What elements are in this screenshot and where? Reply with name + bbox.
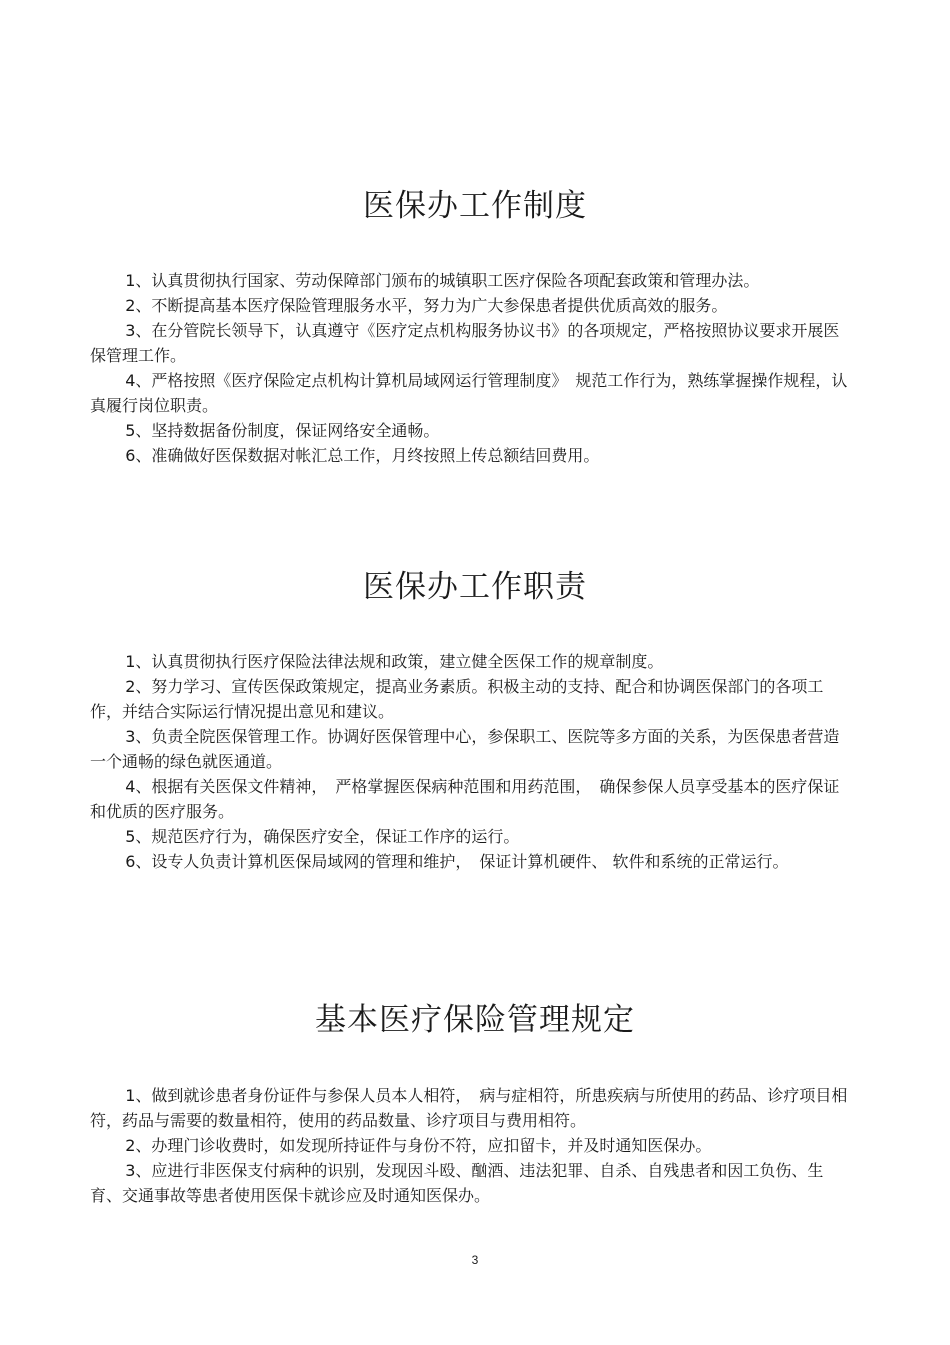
section-title-work-duties: 医保办工作职责 (363, 569, 587, 605)
section-insurance-rules (90, 1083, 850, 1208)
list-item: 5、坚持数据备份制度，保证网络安全通畅。 (125, 421, 440, 440)
section-title-work-system: 医保办工作制度 (363, 188, 587, 224)
list-item: 4、严格按照《医疗保险定点机构计算机局域网运行管理制度》 规范工作行为，熟练掌握操作规程，认真履行岗位职责。 (90, 371, 848, 415)
list-item: 6、设专人负责计算机医保局域网的管理和维护， 保证计算机硬件、 软件和系统的正常运行。 (125, 852, 789, 871)
page-number: 3 (471, 1253, 479, 1267)
section-title-insurance-rules: 基本医疗保险管理规定 (315, 1002, 635, 1038)
list-item: 3、在分管院长领导下，认真遵守《医疗定点机构服务协议书》的各项规定，严格按照协议要求开展医保管理工作。 (90, 321, 840, 365)
list-item: 4、根据有关医保文件精神， 严格掌握医保病种范围和用药范围， 确保参保人员享受基本的医疗保证和优质的医疗服务。 (90, 777, 840, 821)
list-item: 2、办理门诊收费时，如发现所持证件与身份不符，应扣留卡，并及时通知医保办。 (125, 1136, 712, 1155)
list-item: 1、做到就诊患者身份证件与参保人员本人相符， 病与症相符，所患疾病与所使用的药品、诊疗项目相符，药品与需要的数量相符，使用的药品数量、诊疗项目与费用相符。 (90, 1086, 848, 1130)
list-item: 6、准确做好医保数据对帐汇总工作，月终按照上传总额结回费用。 (125, 446, 600, 465)
list-item: 3、负责全院医保管理工作。协调好医保管理中心，参保职工、医院等多方面的关系，为医保患者营造一个通畅的绿色就医通道。 (90, 727, 840, 771)
section-work-system (90, 268, 850, 468)
list-item: 3、应进行非医保支付病种的识别，发现因斗殴、酗酒、违法犯罪、自杀、自残患者和因工负伤、生育、交通事故等患者使用医保卡就诊应及时通知医保办。 (90, 1161, 824, 1205)
section-work-duties (90, 649, 850, 874)
list-item: 5、规范医疗行为，确保医疗安全，保证工作序的运行。 (125, 827, 520, 846)
list-item: 2、努力学习、宣传医保政策规定，提高业务素质。积极主动的支持、配合和协调医保部门的各项工作，并结合实际运行情况提出意见和建议。 (90, 677, 824, 721)
list-item: 1、认真贯彻执行医疗保险法律法规和政策，建立健全医保工作的规章制度。 (125, 652, 664, 671)
list-item: 1、认真贯彻执行国家、劳动保障部门颁布的城镇职工医疗保险各项配套政策和管理办法。 (125, 271, 760, 290)
list-item: 2、不断提高基本医疗保险管理服务水平，努力为广大参保患者提供优质高效的服务。 (125, 296, 728, 315)
